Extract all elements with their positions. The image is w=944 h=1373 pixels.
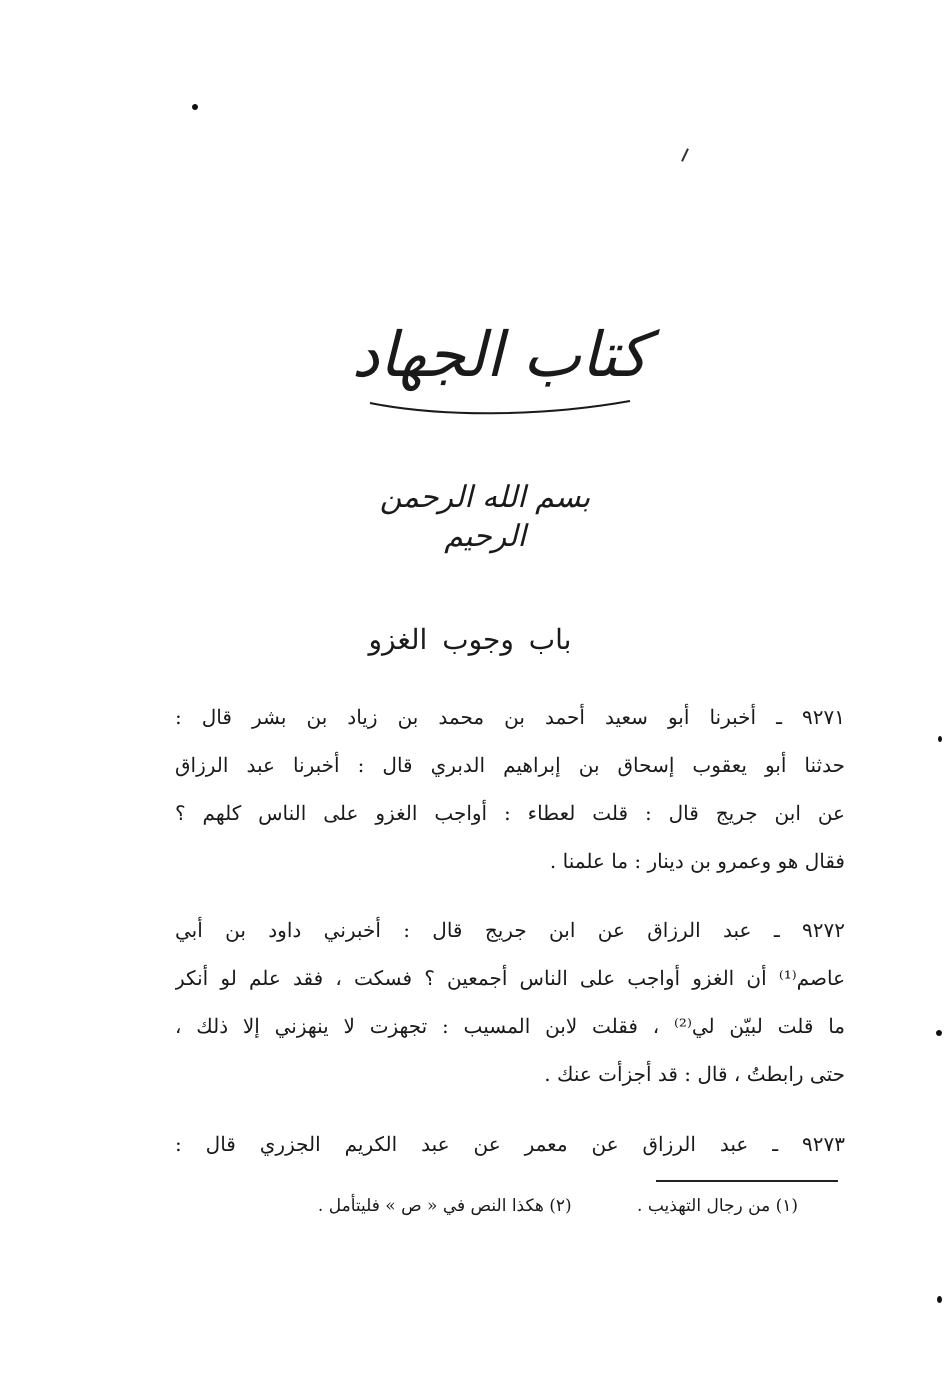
footnote-divider (656, 1180, 838, 1182)
text-line: ما قلت لبيّن لي⁽²⁾ ، فقلت لابن المسيب : تجهزت لا ينهزني إلا ذلك ، (175, 1014, 845, 1038)
text-line: ٩٢٧١ ـ أخبرنا أبو سعيد أحمد بن محمد بن زياد بن بشر قال : (175, 705, 845, 729)
text-line: فقال هو وعمرو بن دينار : ما علمنا . (549, 849, 845, 873)
text-line: حتى رابطتُ ، قال : قد أجزأت عنك . (544, 1062, 845, 1086)
text-line: حدثنا أبو يعقوب إسحاق بن إبراهيم الدبري قال : أخبرنا عبد الرزاق (175, 753, 845, 777)
hadith-9272 (175, 906, 845, 1098)
text-line: عاصم⁽¹⁾ أن الغزو أواجب على الناس أجمعين ؟ فسكت ، فقد علم لو أنكر (175, 966, 845, 990)
hadith-9273 (175, 1120, 845, 1168)
text-line: ٩٢٧٣ ـ عبد الرزاق عن معمر عن عبد الكريم الجزري قال : (175, 1132, 845, 1156)
calligraphy-flourish (360, 395, 640, 435)
ink-speck (192, 104, 198, 110)
text-line: ٩٢٧٢ ـ عبد الرزاق عن ابن جريج قال : أخبرني داود بن أبي (175, 918, 845, 942)
footnotes (260, 1188, 798, 1224)
text-line: عن ابن جريج قال : قلت لعطاء : أواجب الغزو على الناس كلهم ؟ (175, 801, 845, 825)
chapter-heading: باب وجوب الغزو (368, 623, 572, 656)
hadith-9271 (175, 693, 845, 885)
ink-stroke (681, 148, 689, 162)
footnote-1: (١) من رجال التهذيب . (637, 1196, 798, 1216)
ink-speck (937, 1296, 942, 1303)
footnote-2: (٢) هكذا النص في « ص » فليتأمل . (317, 1196, 572, 1216)
book-title: كتاب الجهاد (351, 318, 649, 391)
ink-speck (936, 1030, 942, 1036)
basmala: بسم الله الرحمن الرحيم (379, 480, 591, 554)
ink-speck (938, 736, 942, 742)
